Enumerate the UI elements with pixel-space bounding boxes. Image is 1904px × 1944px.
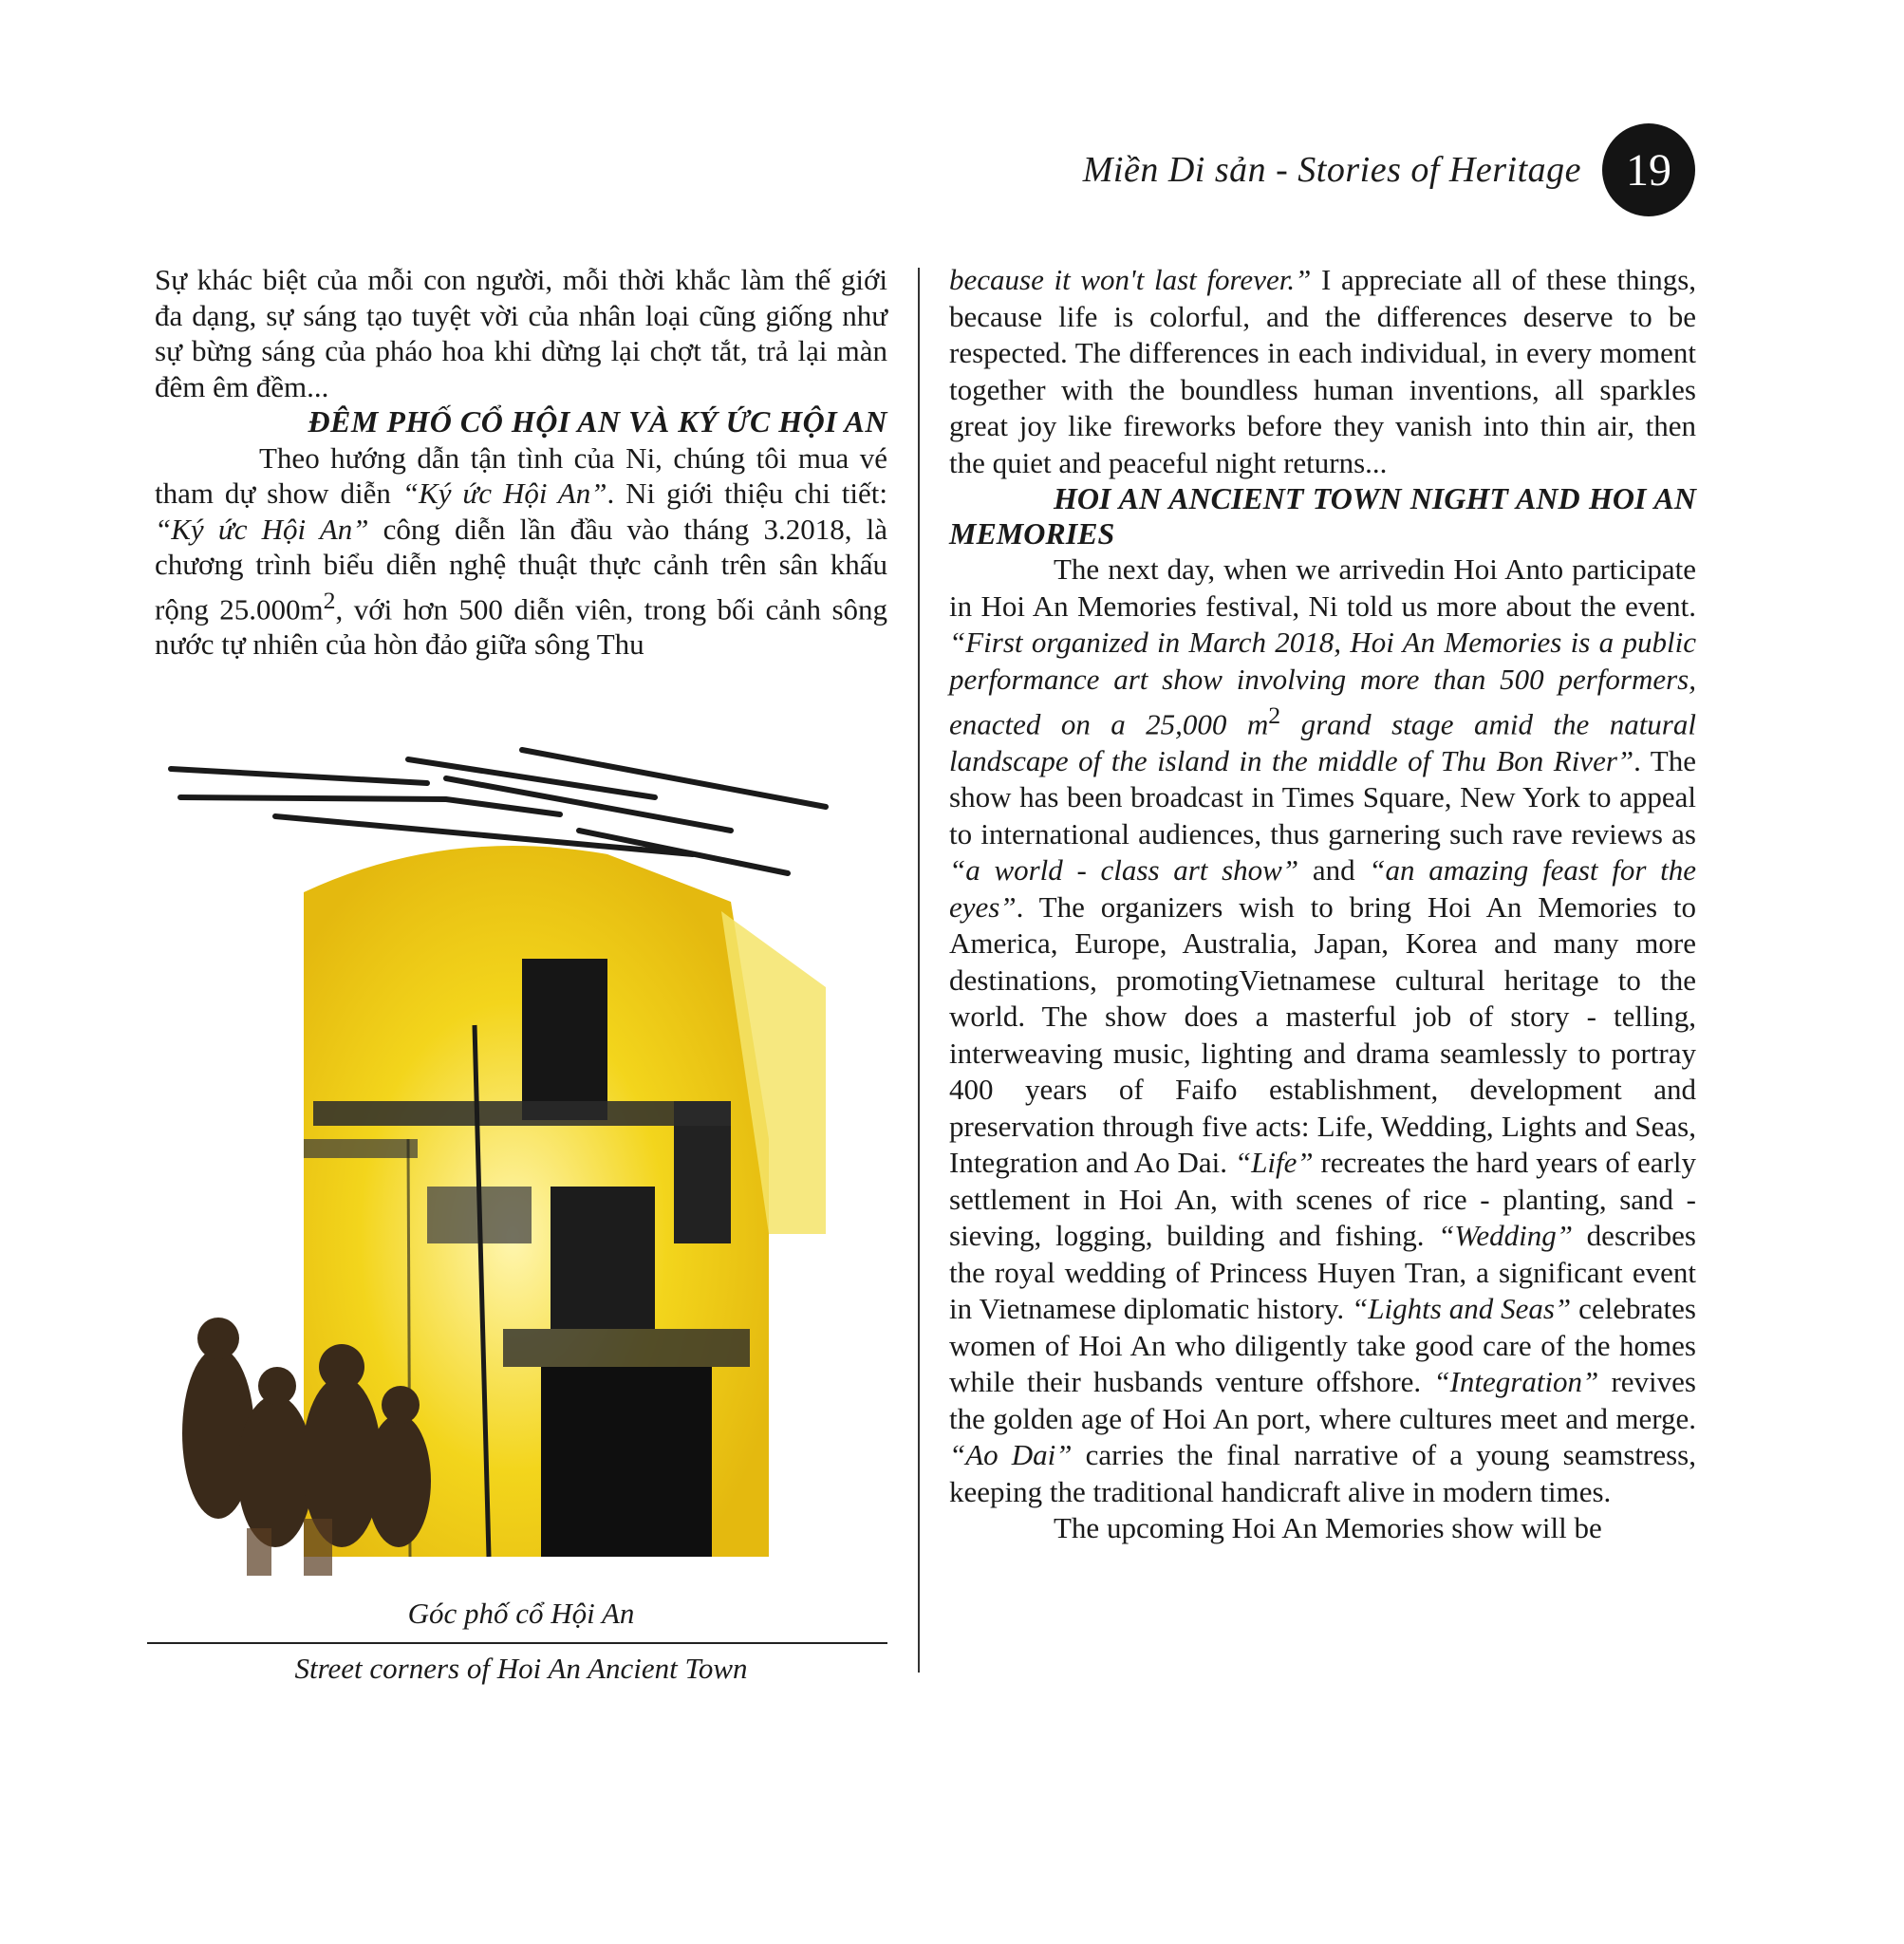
running-header	[1083, 123, 1695, 216]
upper-window	[522, 959, 607, 1120]
figure-caption-en: Street corners of Hoi An Ancient Town	[294, 1652, 748, 1685]
act-title: “Wedding”	[1438, 1219, 1573, 1253]
show-title: “Ký ức Hội An”	[155, 512, 369, 546]
figure-caption-vn: Góc phố cổ Hội An	[407, 1597, 635, 1630]
right-paragraph-1	[949, 262, 1696, 481]
show-title: “Ký ức Hội An”	[401, 477, 607, 510]
right-section-heading: HOI AN ANCIENT TOWN NIGHT AND HOI AN MEMORIES	[949, 481, 1696, 551]
text-run: . The show has been broadcast in Times Square, New York to appeal to international audiences, thus garnering such rave reviews as	[949, 743, 1696, 850]
quote-italic: “an amazing feast for the eyes”	[949, 853, 1697, 924]
text-run: , với hơn 500 diễn viên, trong bối cảnh sông nước tự nhiên của hòn đảo giữa sông Thu	[155, 591, 888, 662]
text-run: công diễn lần đầu vào tháng 3.2018, là chương trình biểu diễn nghệ thuật thực cảnh trên sân khấu rộng 25.000m	[155, 512, 887, 626]
text-run: I appreciate all of these things, because life is colorful, and the differences deserve to be respected. The differences in each individual, in every moment together with the boundless human inventions, all sparkles great joy like fireworks before they vanish into thin air, then the quiet and peaceful night returns...	[949, 263, 1697, 479]
text-run: describes the royal wedding of Princess Huyen Tran, a significant event in Vietnamese diplomatic history.	[949, 1219, 1696, 1326]
quote-italic: “First organized in March 2018, Hoi An Memories is a public performance art show involving more than 500 performers, enacted on a 25,000 m	[949, 626, 1696, 741]
act-title: “Lights and Seas”	[1352, 1292, 1572, 1326]
text-run: revives the golden age of Hoi An port, where cultures meet and merge.	[949, 1365, 1696, 1435]
middle-window	[551, 1187, 655, 1329]
superscript: 2	[1268, 701, 1281, 729]
caption-divider	[147, 1642, 887, 1644]
text-run: . The organizers wish to bring Hoi An Memories to America, Europe, Australia, Japan, Korea and many more destinations, promotingVietnamese cultural heritage to the world. The show does a masterful job of story - telling, interweaving music, lighting and drama seamlessly to portray 400 years of Faifo establishment, development and preservation through five acts: Life, Wedding, Lights and Seas, Integration and Ao Dai.	[949, 889, 1696, 1180]
page-number-badge: 19	[1602, 123, 1695, 216]
text-run: Theo hướng dẫn tận tình của Ni, chúng tôi mua vé tham dự show diễn	[155, 440, 887, 510]
book-title: Miền Di sản - Stories of Heritage	[1082, 150, 1581, 190]
street-corner-illustration	[161, 740, 892, 1576]
act-title: “Ao Dai”	[949, 1438, 1073, 1472]
right-column	[949, 262, 1696, 1547]
act-title: “Life”	[1234, 1146, 1314, 1180]
text-run: and	[1298, 853, 1370, 888]
text-run: recreates the hard years of early settlement in Hoi An, with scenes of rice - planting, sand - sieving, logging, building and fishing.	[949, 1146, 1696, 1253]
text-run: . Ni giới thiệu chi tiết:	[607, 477, 887, 510]
column-divider	[918, 268, 920, 1673]
right-paragraph-3: The upcoming Hoi An Memories show will be	[1054, 1511, 1602, 1545]
quote-italic: because it won't last forever.”	[949, 263, 1312, 296]
act-title: “Integration”	[1433, 1365, 1599, 1399]
doorway	[541, 1367, 712, 1557]
balcony	[313, 1101, 731, 1126]
left-paragraph-1: Sự khác biệt của mỗi con người, mỗi thời khắc làm thế giới đa dạng, sự sáng tạo tuyệt vời của nhân loại cũng giống như sự bừng sáng của pháo hoa khi dừng lại chợt tắt, trả lại màn đêm êm đềm...	[155, 263, 887, 403]
left-paragraph-2	[155, 440, 887, 663]
quote-italic: grand stage amid the natural landscape of the island in the middle of Thu Bon River”	[949, 707, 1696, 777]
right-paragraph-2	[949, 551, 1696, 1510]
left-section-heading: ĐÊM PHỐ CỔ HỘI AN VÀ KÝ ỨC HỘI AN	[308, 404, 887, 439]
text-run: celebrates women of Hoi An who diligently take good care of the homes while their husbands venture offshore.	[949, 1292, 1696, 1399]
text-run: carries the final narrative of a young seamstress, keeping the traditional handicraft alive in modern times.	[949, 1438, 1696, 1508]
quote-italic: “a world - class art show”	[949, 853, 1299, 888]
text-run: The next day, when we arrivedin Hoi Anto participate in Hoi An Memories festival, Ni told us more about the event.	[949, 552, 1696, 623]
superscript: 2	[323, 586, 336, 614]
left-column	[155, 262, 887, 663]
